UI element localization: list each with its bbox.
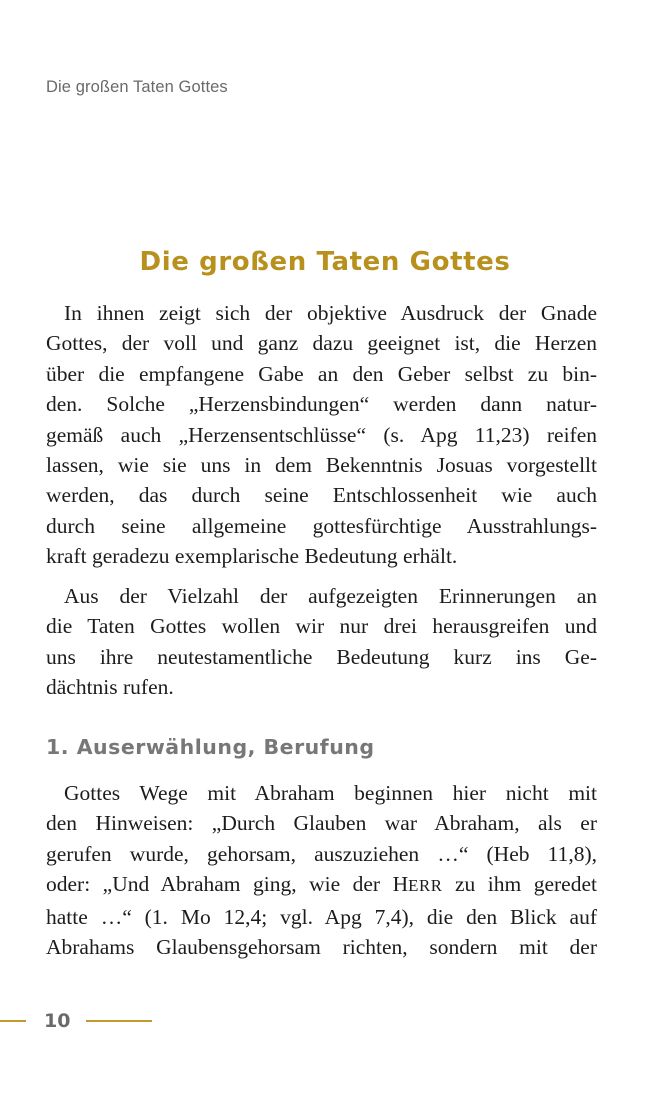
line-text: oder: „Und Abraham ging, wie der xyxy=(46,872,393,897)
running-header: Die großen Taten Gottes xyxy=(46,78,228,96)
paragraph-intro xyxy=(46,298,597,572)
paragraph-line: uns ihre neutestamentliche Bedeutung kurz ins Ge- xyxy=(46,644,597,669)
paragraph-line: werden, das durch seine Entschlossenheit wie auch xyxy=(46,483,597,508)
paragraph-line: den. Solche „Herzensbindungen“ werden dann natur- xyxy=(46,392,597,417)
paragraph-line: die Taten Gottes wollen wir nur drei herausgreifen und xyxy=(46,614,597,639)
paragraph-line: In ihnen zeigt sich der objektive Ausdruck der Gnade xyxy=(64,301,597,325)
paragraph-line: durch seine allgemeine gottesfürchtige Ausstrahlungs- xyxy=(46,513,597,538)
chapter-title: Die großen Taten Gottes xyxy=(139,247,511,277)
paragraph-line: über die empfangene Gabe an den Geber selbst zu bin- xyxy=(46,361,597,386)
herr-small-caps: ERR xyxy=(408,876,443,896)
line-text: zu ihm geredet xyxy=(442,872,597,897)
page-number: 10 xyxy=(44,1010,71,1032)
paragraph-line xyxy=(46,869,597,901)
paragraph-line: dächtnis rufen. xyxy=(46,675,174,700)
paragraph-line: Gottes Wege mit Abraham beginnen hier nicht mit xyxy=(64,781,597,805)
paragraph-line: gemäß auch „Herzensentschlüsse“ (s. Apg 11,23) reifen xyxy=(46,422,597,447)
paragraph-line: den Hinweisen: „Durch Glauben war Abraham, als er xyxy=(46,811,597,836)
paragraph-line: Abrahams Glaubensgehorsam richten, sondern mit der xyxy=(46,935,597,960)
paragraph-line: kraft geradezu exemplarische Bedeutung erhält. xyxy=(46,544,458,569)
paragraph-line: hatte …“ (1. Mo 12,4; vgl. Apg 7,4), die den Blick auf xyxy=(46,904,597,929)
paragraph-abraham xyxy=(46,778,597,962)
footer-rule-right xyxy=(86,1020,152,1022)
paragraph-line: lassen, wie sie uns in dem Bekenntnis Josuas vorgestellt xyxy=(46,453,597,478)
footer-rule-left xyxy=(0,1020,26,1022)
paragraph-selection xyxy=(46,581,597,703)
paragraph-line: Aus der Vielzahl der aufgezeigten Erinnerungen an xyxy=(64,584,597,608)
paragraph-line: gerufen wurde, gehorsam, auszuziehen …“ (Heb 11,8), xyxy=(46,841,597,866)
paragraph-line: Gottes, der voll und ganz dazu geeignet ist, die Herzen xyxy=(46,331,597,356)
herr-initial: H xyxy=(392,872,409,897)
section-heading: 1. Auserwählung, Berufung xyxy=(46,735,375,759)
